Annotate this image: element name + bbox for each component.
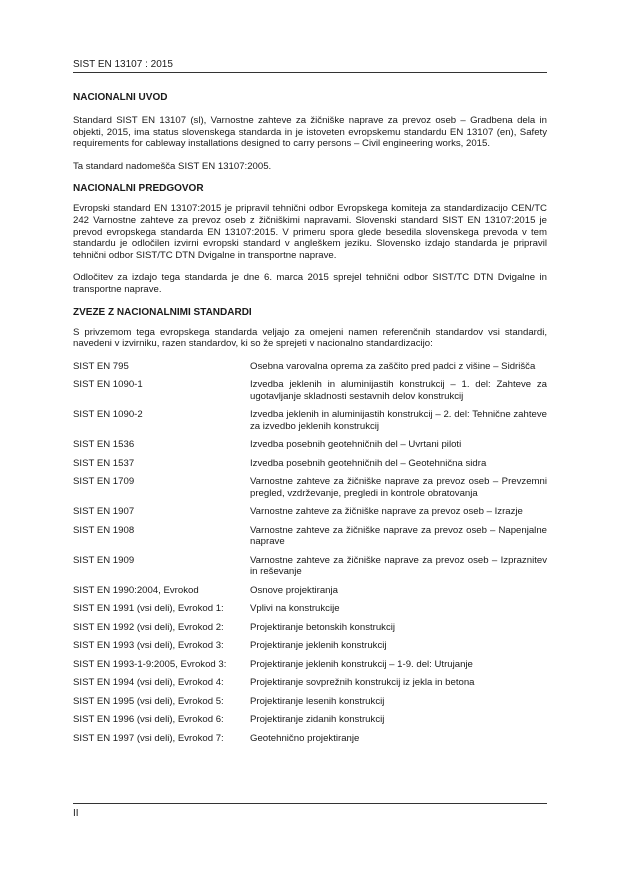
standard-code: SIST EN 1908 (73, 524, 135, 536)
standard-code: SIST EN 1990:2004, Evrokod (73, 584, 199, 596)
intro-paragraph-2: Ta standard nadomešča SIST EN 13107:2005. (73, 160, 272, 172)
standard-code: SIST EN 1992 (vsi deli), Evrokod 2: (73, 621, 224, 633)
table-row (73, 361, 547, 380)
standard-title: Projektiranje jeklenih konstrukcij – 1-9. del: Utrujanje (250, 658, 473, 670)
table-row (73, 714, 547, 733)
standard-title: Projektiranje jeklenih konstrukcij (250, 640, 387, 652)
standard-title: Projektiranje lesenih konstrukcij (250, 695, 385, 707)
table-row (73, 622, 547, 641)
standard-title: Vplivi na konstrukcije (250, 603, 340, 615)
standard-title: Izvedba jeklenih in aluminijastih konstrukcij – 1. del: Zahteve za ugotavljanje skladnosti sestavnih delov konstrukcij (250, 379, 547, 402)
table-row (73, 733, 547, 752)
standard-code: SIST EN 1709 (73, 476, 135, 488)
standard-code: SIST EN 1995 (vsi deli), Evrokod 5: (73, 695, 224, 707)
table-row (73, 555, 547, 585)
page-number: II (73, 808, 79, 819)
intro-paragraph-1: Standard SIST EN 13107 (sl), Varnostne zahteve za žičniške naprave za prevoz oseb – Gradbena dela in objekti, 2015, ima status slovenskega standarda in je istoveten evropskemu standardu EN 13107 (en), Safety requirements for cableway installations designed to carry persons – Civil engineering works, 2015. (73, 115, 547, 150)
standard-code: SIST EN 1536 (73, 439, 135, 451)
table-row (73, 659, 547, 678)
foreword-paragraph-1: Evropski standard EN 13107:2015 je pripravil tehnični odbor Evropskega komiteja za standardizacijo CEN/TC 242 Varnostne zahteve za prevoz oseb z žičniškimi napravami. Slovenski standard SIST EN 13107:2015 je prevod evropskega standarda EN 13107:2015. V primeru spora glede besedila slovenskega prevoda v tem standardu je odločilen izvirni evropski standard v angleškem jeziku. Slovensko izdajo standarda je pripravil tehnični odbor SIST/TC DTN Dvigalne in transportne naprave. (73, 203, 547, 261)
standard-code: SIST EN 1997 (vsi deli), Evrokod 7: (73, 732, 224, 744)
standard-code: SIST EN 1994 (vsi deli), Evrokod 4: (73, 677, 224, 689)
standard-code: SIST EN 1090-2 (73, 409, 143, 421)
standard-title: Projektiranje zidanih konstrukcij (250, 714, 385, 726)
table-row (73, 603, 547, 622)
section-title-national-foreword: NACIONALNI PREDGOVOR (73, 183, 204, 195)
standard-code: SIST EN 1537 (73, 457, 135, 469)
standards-table (73, 361, 547, 752)
standard-code: SIST EN 795 (73, 360, 129, 372)
standard-code: SIST EN 1996 (vsi deli), Evrokod 6: (73, 714, 224, 726)
standard-code: SIST EN 1907 (73, 506, 135, 518)
standard-code: SIST EN 1993-1-9:2005, Evrokod 3: (73, 658, 227, 670)
standard-code: SIST EN 1909 (73, 554, 135, 566)
foreword-paragraph-2: Odločitev za izdajo tega standarda je dne 6. marca 2015 sprejel tehnični odbor SIST/TC DTN Dvigalne in transportne naprave. (73, 272, 547, 295)
standard-code: SIST EN 1090-1 (73, 379, 143, 391)
standard-code: SIST EN 1991 (vsi deli), Evrokod 1: (73, 603, 224, 615)
table-row (73, 640, 547, 659)
section-title-national-standards-links: ZVEZE Z NACIONALNIMI STANDARDI (73, 306, 252, 318)
table-row (73, 696, 547, 715)
standard-title: Projektiranje sovprežnih konstrukcij iz jekla in betona (250, 677, 475, 689)
standard-title: Projektiranje betonskih konstrukcij (250, 621, 396, 633)
page-content (73, 92, 547, 751)
table-row (73, 439, 547, 458)
standard-title: Varnostne zahteve za žičniške naprave za prevoz oseb – Izpraznitev in reševanje (250, 554, 547, 578)
header-rule (73, 72, 547, 73)
table-row (73, 585, 547, 604)
standard-title: Izvedba posebnih geotehničnih del – Uvrtani piloti (250, 439, 462, 451)
table-row (73, 525, 547, 555)
table-row (73, 506, 547, 525)
table-row (73, 409, 547, 439)
standard-title: Osnove projektiranja (250, 584, 338, 596)
standard-code: SIST EN 1993 (vsi deli), Evrokod 3: (73, 640, 224, 652)
standard-title: Varnostne zahteve za žičniške naprave za prevoz oseb – Napenjalne naprave (250, 524, 547, 548)
footer-rule (73, 803, 547, 804)
table-row (73, 476, 547, 506)
standard-title: Osebna varovalna oprema za zaščito pred padci z višine – Sidrišča (250, 360, 536, 372)
standard-title: Izvedba jeklenih in aluminijastih konstrukcij – 2. del: Tehnične zahteve za izvedbo jeklenih konstrukcij (250, 409, 547, 432)
links-paragraph: S privzemom tega evropskega standarda veljajo za omejeni namen referenčnih standardov vsi standardi, navedeni v izvirniku, razen standardov, ki so že sprejeti v nacionalno standardizacijo: (73, 326, 547, 350)
document-id-header: SIST EN 13107 : 2015 (73, 59, 173, 70)
table-row (73, 677, 547, 696)
section-title-national-introduction: NACIONALNI UVOD (73, 92, 168, 103)
standard-title: Varnostne zahteve za žičniške naprave za prevoz oseb – Izrazje (250, 506, 523, 518)
standard-title: Varnostne zahteve za žičniške naprave za prevoz oseb – Prevzemni pregled, vzdrževanje, pregledi in kontrole obratovanja (250, 476, 547, 499)
table-row (73, 458, 547, 477)
table-row (73, 379, 547, 409)
standard-title: Izvedba posebnih geotehničnih del – Geotehnična sidra (250, 457, 487, 469)
standard-title: Geotehnično projektiranje (250, 732, 360, 744)
